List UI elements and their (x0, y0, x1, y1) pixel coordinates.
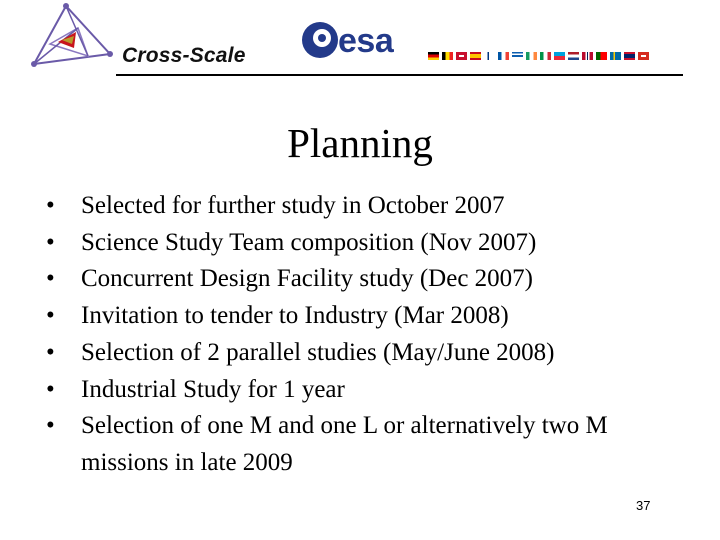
bullet-text: Concurrent Design Facility study (Dec 2007) (81, 265, 533, 293)
bullet-text: Industrial Study for 1 year (81, 375, 345, 403)
list-item (46, 372, 641, 409)
esa-logo-icon (300, 20, 340, 60)
bullet-text: Selection of one M and one L or alternatively two M missions in late 2009 (81, 412, 608, 476)
flag-icon (512, 52, 523, 60)
list-item (46, 335, 641, 372)
flag-icon (596, 52, 607, 60)
bullet-icon: • (46, 265, 55, 293)
flag-icon (582, 52, 593, 60)
flag-icon (610, 52, 621, 60)
flag-icon (568, 52, 579, 60)
bullet-icon: • (46, 228, 55, 256)
flag-icon (638, 52, 649, 60)
bullet-icon: • (46, 192, 55, 219)
bullet-text: Selected for further study in October 2007 (81, 192, 505, 219)
flag-icon (540, 52, 551, 60)
list-item (46, 261, 641, 298)
list-item (46, 298, 641, 335)
slide-title: Planning (287, 120, 433, 166)
flag-icon (456, 52, 467, 60)
flag-icon (498, 52, 509, 60)
bullet-text: Invitation to tender to Industry (Mar 2008) (81, 302, 509, 330)
bullet-icon: • (46, 338, 55, 366)
bullet-text: Science Study Team composition (Nov 2007) (81, 228, 537, 256)
header-divider (116, 74, 683, 76)
esa-wordmark: esa (338, 22, 394, 60)
page-number: 37 (636, 498, 651, 513)
flag-icon (428, 52, 439, 60)
cross-scale-logo-icon (30, 2, 114, 72)
bullet-text: Selection of 2 parallel studies (May/June 2008) (81, 338, 555, 366)
brand-name: Cross-Scale (122, 44, 246, 67)
flag-icon (554, 52, 565, 60)
flag-icon (526, 52, 537, 60)
list-item (46, 408, 641, 481)
flag-icon (624, 52, 635, 60)
flag-icon (484, 52, 495, 60)
flag-icon (442, 52, 453, 60)
member-flags (428, 52, 649, 60)
bullet-icon: • (46, 412, 55, 440)
bullet-icon: • (46, 375, 55, 403)
list-item (46, 225, 641, 262)
bullet-icon: • (46, 302, 55, 330)
flag-icon (470, 52, 481, 60)
slide-header (0, 0, 720, 80)
bullet-list (46, 188, 641, 482)
list-item (46, 188, 641, 225)
